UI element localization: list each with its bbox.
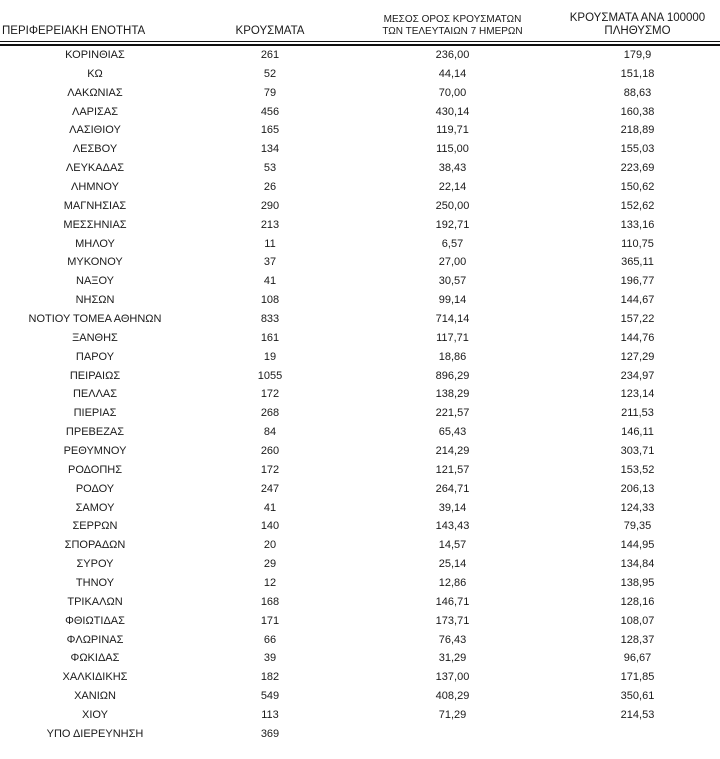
table-row bbox=[0, 668, 720, 687]
table-row bbox=[0, 178, 720, 197]
column-header-avg7day-line2: ΤΩΝ ΤΕΛΕΥΤΑΙΩΝ 7 ΗΜΕΡΩΝ bbox=[382, 26, 523, 37]
region-cell: ΧΑΛΚΙΔΙΚΗΣ bbox=[62, 671, 128, 684]
per100k-cell: 88,63 bbox=[623, 86, 652, 99]
avg7day-cell: 27,00 bbox=[438, 256, 467, 269]
region-cell: ΠΕΙΡΑΙΩΣ bbox=[69, 369, 121, 382]
table-row bbox=[0, 631, 720, 650]
per100k-cell: 123,14 bbox=[620, 388, 655, 401]
avg7day-cell: 76,43 bbox=[438, 633, 467, 646]
per100k-cell: 157,22 bbox=[620, 312, 655, 325]
table-row bbox=[0, 329, 720, 348]
per100k-cell: 144,95 bbox=[620, 539, 655, 552]
region-cell: ΣΥΡΟΥ bbox=[76, 558, 114, 571]
avg7day-cell: 99,14 bbox=[438, 294, 467, 307]
per100k-cell: 214,53 bbox=[620, 709, 655, 721]
region-cell: ΝΑΞΟΥ bbox=[76, 275, 114, 288]
per100k-cell: 146,11 bbox=[621, 426, 654, 439]
cases-cell: 260 bbox=[260, 444, 280, 457]
per100k-cell: 153,52 bbox=[620, 463, 655, 476]
table-row bbox=[0, 310, 720, 329]
cases-cell: 12 bbox=[263, 576, 277, 589]
table-row bbox=[0, 348, 720, 367]
table-row bbox=[0, 197, 720, 216]
avg7day-cell: 143,43 bbox=[435, 520, 470, 533]
region-cell: ΞΑΝΘΗΣ bbox=[72, 331, 118, 344]
column-header-avg7day-line1: ΜΕΣΟΣ ΟΡΟΣ ΚΡΟΥΣΜΑΤΩΝ bbox=[383, 14, 522, 25]
region-cell: ΛΗΜΝΟΥ bbox=[71, 180, 119, 193]
avg7day-cell: 70,00 bbox=[438, 86, 467, 99]
avg7day-cell: 250,00 bbox=[435, 199, 470, 212]
region-cell: ΠΡΕΒΕΖΑΣ bbox=[65, 426, 125, 439]
table-body bbox=[0, 46, 720, 744]
column-header-per100k-line2: ΠΛΗΘΥΣΜΟ bbox=[604, 25, 671, 37]
per100k-cell: 303,71 bbox=[620, 444, 655, 457]
cases-cell: 165 bbox=[260, 124, 280, 137]
region-cell: ΠΑΡΟΥ bbox=[75, 350, 115, 363]
table-row bbox=[0, 404, 720, 423]
table-row bbox=[0, 725, 720, 744]
cases-cell: 140 bbox=[260, 520, 280, 533]
region-cell: ΡΕΘΥΜΝΟΥ bbox=[63, 444, 127, 457]
avg7day-cell: 115,00 bbox=[436, 143, 469, 156]
region-cell: ΛΑΚΩΝΙΑΣ bbox=[67, 86, 123, 99]
cases-cell: 19 bbox=[263, 350, 277, 363]
column-header-per100k-line1: ΚΡΟΥΣΜΑΤΑ ΑΝΑ 100000 bbox=[569, 12, 706, 24]
per100k-cell: 171,85 bbox=[620, 671, 655, 684]
avg7day-cell: 192,71 bbox=[435, 218, 470, 231]
cases-cell: 833 bbox=[260, 312, 280, 325]
table-row bbox=[0, 253, 720, 272]
avg7day-cell: 119,71 bbox=[436, 124, 469, 137]
table-row bbox=[0, 574, 720, 593]
table-row bbox=[0, 140, 720, 159]
cases-cell: 549 bbox=[260, 690, 280, 703]
per100k-cell: 144,76 bbox=[620, 331, 655, 344]
cases-cell: 52 bbox=[263, 67, 277, 80]
per100k-cell: 234,97 bbox=[620, 369, 655, 382]
per100k-cell: 144,67 bbox=[620, 294, 655, 307]
cases-cell: 290 bbox=[260, 199, 280, 212]
region-cell: ΝΗΣΩΝ bbox=[75, 294, 115, 307]
cases-cell: 168 bbox=[260, 595, 280, 608]
avg7day-cell: 236,00 bbox=[435, 48, 470, 61]
region-cell: ΣΑΜΟΥ bbox=[75, 501, 115, 514]
per100k-cell: 150,62 bbox=[620, 180, 655, 193]
region-cell: ΦΘΙΩΤΙΔΑΣ bbox=[65, 614, 125, 627]
region-cell: ΣΕΡΡΩΝ bbox=[72, 520, 118, 533]
cases-cell: 39 bbox=[263, 652, 277, 665]
avg7day-cell: 714,14 bbox=[435, 312, 470, 325]
table-row bbox=[0, 612, 720, 631]
region-cell: ΜΥΚΟΝΟΥ bbox=[67, 256, 123, 269]
region-cell: ΚΟΡΙΝΘΙΑΣ bbox=[65, 48, 125, 61]
table-row bbox=[0, 499, 720, 518]
cases-cell: 369 bbox=[260, 727, 280, 740]
per100k-cell: 206,13 bbox=[620, 482, 655, 495]
region-cell: ΛΕΥΚΑΔΑΣ bbox=[65, 162, 125, 175]
region-cell: ΜΑΓΝΗΣΙΑΣ bbox=[63, 199, 127, 212]
table-row bbox=[0, 385, 720, 404]
cases-cell: 79 bbox=[263, 86, 277, 99]
per100k-cell: 160,38 bbox=[620, 105, 655, 118]
region-cell: ΠΙΕΡΙΑΣ bbox=[73, 407, 117, 420]
per100k-cell: 79,35 bbox=[623, 520, 652, 533]
per100k-cell: 218,89 bbox=[620, 124, 655, 137]
avg7day-cell: 25,14 bbox=[438, 558, 467, 571]
region-cell: ΜΕΣΣΗΝΙΑΣ bbox=[63, 218, 127, 231]
avg7day-cell: 71,29 bbox=[438, 709, 467, 721]
avg7day-cell: 137,00 bbox=[435, 671, 470, 684]
table-row bbox=[0, 423, 720, 442]
per100k-cell: 152,62 bbox=[620, 199, 655, 212]
region-cell: ΡΟΔΟΥ bbox=[75, 482, 115, 495]
cases-cell: 172 bbox=[260, 463, 280, 476]
table-row bbox=[0, 291, 720, 310]
avg7day-cell: 117,71 bbox=[436, 331, 469, 344]
avg7day-cell: 214,29 bbox=[435, 444, 470, 457]
column-header-avg7day bbox=[350, 14, 555, 38]
avg7day-cell: 138,29 bbox=[435, 388, 470, 401]
region-cell: ΧΑΝΙΩΝ bbox=[74, 690, 116, 703]
table-row bbox=[0, 121, 720, 140]
avg7day-cell: 221,57 bbox=[435, 407, 470, 420]
per100k-cell: 179,9 bbox=[623, 48, 652, 61]
per100k-cell: 138,95 bbox=[620, 576, 655, 589]
table-row bbox=[0, 706, 720, 725]
region-cell: ΦΛΩΡΙΝΑΣ bbox=[66, 633, 124, 646]
table-row bbox=[0, 480, 720, 499]
cases-cell: 172 bbox=[260, 388, 280, 401]
cases-cell: 84 bbox=[263, 426, 277, 439]
cases-cell: 1055 bbox=[257, 369, 283, 382]
cases-cell: 268 bbox=[260, 407, 280, 420]
cases-cell: 108 bbox=[260, 294, 280, 307]
table-row bbox=[0, 159, 720, 178]
cases-cell: 261 bbox=[260, 48, 280, 61]
region-cell: ΣΠΟΡΑΔΩΝ bbox=[64, 539, 126, 552]
cases-cell: 37 bbox=[263, 256, 277, 269]
table-row bbox=[0, 84, 720, 103]
per100k-cell: 124,33 bbox=[620, 501, 655, 514]
cases-cell: 53 bbox=[263, 162, 277, 175]
avg7day-cell: 18,86 bbox=[438, 350, 467, 363]
avg7day-cell: 121,57 bbox=[435, 463, 470, 476]
avg7day-cell: 39,14 bbox=[438, 501, 467, 514]
cases-cell: 171 bbox=[260, 614, 280, 627]
cases-cell: 182 bbox=[260, 671, 280, 684]
cases-cell: 41 bbox=[263, 501, 277, 514]
table-row bbox=[0, 536, 720, 555]
table-row bbox=[0, 46, 720, 65]
region-cell: ΤΡΙΚΑΛΩΝ bbox=[67, 595, 123, 608]
cases-cell: 213 bbox=[260, 218, 280, 231]
cases-cell: 113 bbox=[261, 709, 279, 721]
region-cell: ΥΠΟ ΔΙΕΡΕΥΝΗΣΗ bbox=[46, 727, 144, 740]
cases-cell: 26 bbox=[263, 180, 277, 193]
avg7day-cell: 65,43 bbox=[438, 426, 467, 439]
avg7day-cell: 44,14 bbox=[438, 67, 467, 80]
cases-cell: 41 bbox=[263, 275, 277, 288]
region-cell: ΝΟΤΙΟΥ ΤΟΜΕΑ ΑΘΗΝΩΝ bbox=[28, 312, 162, 325]
avg7day-cell: 896,29 bbox=[435, 369, 470, 382]
region-cell: ΠΕΛΛΑΣ bbox=[72, 388, 118, 401]
region-cell: ΦΩΚΙΔΑΣ bbox=[70, 652, 120, 665]
region-cell: ΚΩ bbox=[87, 67, 103, 80]
table-row bbox=[0, 367, 720, 386]
region-cell: ΛΑΡΙΣΑΣ bbox=[71, 105, 118, 118]
cases-cell: 247 bbox=[260, 482, 280, 495]
cases-cell: 11 bbox=[264, 237, 276, 250]
cases-cell: 66 bbox=[263, 633, 277, 646]
region-cell: ΡΟΔΟΠΗΣ bbox=[67, 463, 123, 476]
table-row bbox=[0, 593, 720, 612]
table-row bbox=[0, 650, 720, 669]
cases-cell: 456 bbox=[260, 105, 280, 118]
per100k-cell: 196,77 bbox=[620, 275, 655, 288]
avg7day-cell: 408,29 bbox=[435, 690, 470, 703]
region-cell: ΛΑΣΙΘΙΟΥ bbox=[69, 124, 121, 137]
column-header-region: ΠΕΡΙΦΕΡΕΙΑΚΗ ΕΝΟΤΗΤΑ bbox=[2, 25, 146, 37]
per100k-cell: 108,07 bbox=[620, 614, 655, 627]
table-row bbox=[0, 216, 720, 235]
per100k-cell: 133,16 bbox=[620, 218, 655, 231]
per100k-cell: 134,84 bbox=[620, 558, 655, 571]
per100k-cell: 155,03 bbox=[620, 143, 655, 156]
table-row bbox=[0, 235, 720, 254]
per100k-cell: 110,75 bbox=[621, 237, 654, 250]
per100k-cell: 365,11 bbox=[621, 256, 654, 269]
region-cell: ΧΙΟΥ bbox=[82, 709, 108, 721]
region-cell: ΛΕΣΒΟΥ bbox=[72, 143, 118, 156]
per100k-cell: 211,53 bbox=[621, 407, 654, 420]
per100k-cell: 128,16 bbox=[620, 595, 655, 608]
column-header-cases: ΚΡΟΥΣΜΑΤΑ bbox=[235, 25, 305, 37]
avg7day-cell: 30,57 bbox=[438, 275, 467, 288]
per100k-cell: 96,67 bbox=[623, 652, 652, 665]
table-header bbox=[0, 0, 720, 38]
per100k-cell: 151,18 bbox=[620, 67, 655, 80]
avg7day-cell: 146,71 bbox=[435, 595, 470, 608]
per100k-cell: 223,69 bbox=[620, 162, 655, 175]
cases-cell: 161 bbox=[260, 331, 280, 344]
per100k-cell: 128,37 bbox=[620, 633, 655, 646]
avg7day-cell: 6,57 bbox=[441, 237, 464, 250]
table-row bbox=[0, 272, 720, 291]
region-cell: ΤΗΝΟΥ bbox=[75, 576, 115, 589]
avg7day-cell: 14,57 bbox=[438, 539, 467, 552]
cases-cell: 20 bbox=[263, 539, 277, 552]
avg7day-cell: 173,71 bbox=[435, 614, 470, 627]
avg7day-cell: 38,43 bbox=[438, 162, 467, 175]
table-row bbox=[0, 517, 720, 536]
cases-cell: 29 bbox=[263, 558, 277, 571]
cases-cell: 134 bbox=[260, 143, 280, 156]
table-row bbox=[0, 103, 720, 122]
column-header-per100k bbox=[555, 12, 720, 38]
table-row bbox=[0, 461, 720, 480]
avg7day-cell: 264,71 bbox=[435, 482, 470, 495]
per100k-cell: 127,29 bbox=[620, 350, 655, 363]
avg7day-cell: 31,29 bbox=[438, 652, 467, 665]
table-row bbox=[0, 555, 720, 574]
avg7day-cell: 430,14 bbox=[435, 105, 470, 118]
avg7day-cell: 22,14 bbox=[438, 180, 467, 193]
table-row bbox=[0, 687, 720, 706]
table-row bbox=[0, 65, 720, 84]
region-cell: ΜΗΛΟΥ bbox=[75, 237, 115, 250]
per100k-cell: 350,61 bbox=[620, 690, 655, 703]
table-row bbox=[0, 442, 720, 461]
avg7day-cell: 12,86 bbox=[438, 576, 467, 589]
